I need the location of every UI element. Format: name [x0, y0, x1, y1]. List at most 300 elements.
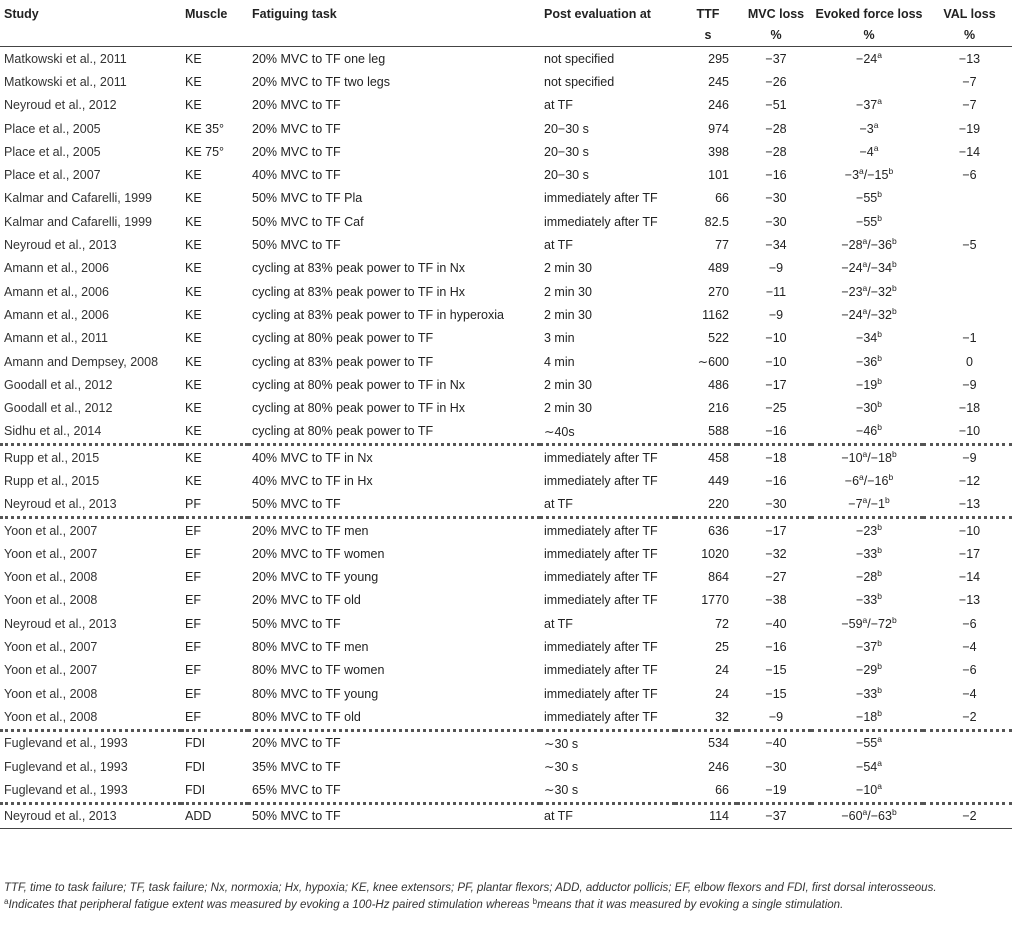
cell-ttf: 1020 [701, 546, 729, 561]
evoked-footnote-mark: b [877, 638, 882, 649]
cell-ttf: 489 [708, 261, 729, 276]
cell-evoked-force-loss [811, 70, 923, 93]
cell-muscle: KE [185, 473, 202, 488]
cell-post-evaluation: immediately after TF [544, 450, 658, 465]
cell-post-evaluation: at TF [540, 803, 675, 828]
evoked-footnote-mark: a [862, 236, 868, 247]
evoked-footnote-mark: b [877, 212, 882, 223]
evoked-footnote-mark: a [873, 142, 879, 153]
cell-study: Neyroud et al., 2013 [0, 493, 181, 518]
table-footnotes [4, 880, 1008, 914]
table-row [0, 493, 1012, 518]
evoked-value: −3 [844, 168, 860, 183]
cell-ttf: 82.5 [704, 214, 729, 229]
cell-post-evaluation: immediately after TF [544, 473, 658, 488]
cell-muscle: FDI [181, 778, 248, 803]
cell-mvc-loss: −30 [765, 214, 787, 229]
evoked-footnote-mark: b [877, 375, 882, 386]
cell-val-loss [923, 778, 1012, 803]
cell-val-loss: −2 [923, 705, 1012, 730]
cell-ttf: 486 [708, 377, 729, 392]
table-row [0, 257, 1012, 280]
cell-evoked-force-loss [811, 327, 923, 350]
cell-muscle: KE [185, 307, 202, 322]
cell-mvc-loss: −16 [765, 640, 787, 655]
cell-evoked-force-loss [811, 350, 923, 373]
cell-muscle: KE [185, 450, 202, 465]
cell-val-loss: −4 [962, 640, 977, 655]
cell-evoked-force-loss [811, 469, 923, 492]
cell-evoked-force-loss [811, 445, 923, 470]
cell-muscle: PF [181, 493, 248, 518]
cell-evoked-force-loss [811, 396, 923, 419]
cell-evoked-force-loss [811, 612, 923, 635]
cell-muscle: EF [185, 616, 201, 631]
cell-ttf: 864 [708, 570, 729, 585]
cell-study: Rupp et al., 2015 [4, 473, 100, 488]
cell-evoked-force-loss [811, 117, 923, 140]
cell-post-evaluation: 2 min 30 [544, 377, 592, 392]
cell-evoked-force-loss [811, 420, 923, 445]
cell-task: 80% MVC to TF women [252, 663, 385, 678]
cell-ttf: 24 [715, 686, 729, 701]
cell-post-evaluation: immediately after TF [544, 546, 658, 561]
table-row [0, 117, 1012, 140]
cell-muscle: KE [185, 51, 202, 66]
header-ttf: TTF [696, 7, 720, 21]
evoked-value: −37 [856, 98, 878, 113]
cell-mvc-loss: −30 [765, 191, 787, 206]
cell-task: cycling at 80% peak power to TF in Hx [252, 401, 466, 416]
cell-mvc-loss: −15 [765, 686, 787, 701]
cell-evoked-force-loss [811, 635, 923, 658]
evoked-value: −46 [856, 424, 878, 439]
table-row [0, 803, 1012, 828]
cell-val-loss [923, 280, 1012, 303]
cell-evoked-force-loss [811, 303, 923, 326]
cell-study: Amann et al., 2006 [4, 284, 109, 299]
cell-post-evaluation: at TF [544, 238, 573, 253]
cell-study: Rupp et al., 2015 [4, 450, 100, 465]
cell-muscle: KE [185, 98, 202, 113]
header-muscle: Muscle [185, 7, 228, 21]
cell-mvc-loss: −15 [765, 663, 787, 678]
cell-mvc-loss: −9 [768, 307, 784, 322]
cell-study: Neyroud et al., 2013 [4, 238, 117, 253]
cell-study: Amann et al., 2011 [4, 331, 109, 346]
evoked-value: −28 [856, 570, 878, 585]
cell-evoked-force-loss [811, 755, 923, 778]
evoked-footnote-mark: b [877, 399, 882, 410]
cell-task: 40% MVC to TF in Nx [252, 450, 373, 465]
evoked-footnote-mark: b [891, 614, 897, 625]
table-row [0, 420, 1012, 445]
cell-task: 20% MVC to TF [252, 736, 341, 751]
cell-study: Neyroud et al., 2013 [4, 616, 117, 631]
cell-ttf: 270 [708, 284, 729, 299]
cell-val-loss: −9 [962, 450, 977, 465]
cell-muscle: KE [185, 214, 202, 229]
evoked-footnote-mark: a [873, 119, 879, 130]
cell-muscle: KE [181, 420, 248, 445]
cell-ttf: 245 [708, 74, 729, 89]
cell-study: Matkowski et al., 2011 [4, 51, 127, 66]
cell-task: cycling at 83% peak power to TF in Hx [252, 284, 466, 299]
header-evoked-unit: % [863, 28, 875, 42]
cell-val-loss: −10 [958, 523, 981, 538]
header-val: VAL loss [943, 7, 996, 21]
evoked-value: /−63 [867, 809, 892, 824]
cell-mvc-loss: −9 [768, 261, 784, 276]
table-row [0, 303, 1012, 326]
cell-muscle: KE 75° [185, 144, 225, 159]
cell-muscle: EF [185, 546, 201, 561]
cell-ttf: 216 [708, 401, 729, 416]
cell-mvc-loss: −16 [765, 168, 787, 183]
cell-ttf: 220 [675, 493, 737, 518]
cell-study: Yoon et al., 2007 [4, 523, 98, 538]
table-row [0, 730, 1012, 755]
cell-mvc-loss: −30 [737, 493, 811, 518]
cell-ttf: 25 [715, 640, 729, 655]
cell-post-evaluation: immediately after TF [544, 214, 658, 229]
cell-val-loss: −2 [923, 803, 1012, 828]
cell-muscle: EF [185, 686, 201, 701]
evoked-footnote-mark: b [877, 521, 882, 532]
cell-post-evaluation: ∼40s [540, 420, 675, 445]
cell-evoked-force-loss [811, 803, 923, 828]
cell-task: 20% MVC to TF [252, 98, 341, 113]
cell-mvc-loss: −37 [765, 51, 787, 66]
evoked-value: /−1 [867, 497, 885, 512]
cell-study: Neyroud et al., 2012 [4, 98, 117, 113]
evoked-value: −3 [859, 121, 874, 136]
table-row [0, 94, 1012, 117]
cell-post-evaluation: 20−30 s [544, 168, 589, 183]
cell-study: Kalmar and Cafarelli, 1999 [4, 214, 152, 229]
evoked-footnote-mark: a [859, 166, 864, 177]
cell-mvc-loss: −26 [765, 74, 787, 89]
evoked-value: /−18 [867, 450, 892, 465]
cell-post-evaluation: immediately after TF [544, 593, 658, 608]
cell-mvc-loss: −16 [737, 420, 811, 445]
table-row [0, 187, 1012, 210]
cell-evoked-force-loss [811, 94, 923, 117]
cell-val-loss [923, 755, 1012, 778]
evoked-value: −6 [844, 473, 860, 488]
cell-task: 40% MVC to TF [252, 168, 341, 183]
evoked-value: /−32 [867, 284, 892, 299]
cell-task: 80% MVC to TF men [252, 640, 369, 655]
evoked-footnote-mark: b [891, 259, 897, 270]
cell-post-evaluation: ∼30 s [544, 760, 579, 775]
cell-study: Kalmar and Cafarelli, 1999 [4, 191, 152, 206]
evoked-value: /−36 [867, 238, 892, 253]
cell-muscle: KE [185, 74, 202, 89]
cell-task: cycling at 80% peak power to TF [248, 420, 540, 445]
cell-ttf: 77 [715, 238, 729, 253]
cell-evoked-force-loss [811, 659, 923, 682]
evoked-footnote-mark: a [859, 471, 864, 482]
cell-evoked-force-loss [811, 493, 923, 518]
cell-val-loss: −17 [958, 546, 981, 561]
table-row [0, 469, 1012, 492]
cell-task: 35% MVC to TF [252, 759, 341, 774]
evoked-footnote-mark: a [877, 96, 882, 107]
cell-study: Amann and Dempsey, 2008 [4, 354, 159, 369]
cell-post-evaluation: 20−30 s [544, 121, 589, 136]
evoked-footnote-mark: a [862, 807, 868, 818]
table-row [0, 589, 1012, 612]
evoked-footnote-mark: b [891, 807, 897, 818]
header-study: Study [4, 7, 39, 21]
cell-task: 40% MVC to TF in Hx [252, 473, 373, 488]
cell-task: 20% MVC to TF [252, 144, 341, 159]
cell-post-evaluation: ∼30 s [540, 778, 675, 803]
cell-val-loss: −1 [962, 331, 977, 346]
cell-muscle: EF [185, 570, 201, 585]
cell-evoked-force-loss [811, 373, 923, 396]
cell-val-loss: −18 [958, 401, 981, 416]
cell-ttf: 1770 [701, 593, 729, 608]
evoked-value: −60 [841, 809, 863, 824]
cell-ttf: 32 [675, 705, 737, 730]
cell-study: Place et al., 2005 [4, 121, 101, 136]
cell-study: Yoon et al., 2008 [4, 686, 98, 701]
cell-muscle: KE [185, 261, 202, 276]
cell-val-loss: −19 [958, 121, 981, 136]
cell-val-loss: −9 [962, 377, 977, 392]
header-ttf-unit: s [704, 28, 712, 42]
table-body [0, 47, 1012, 829]
table-row [0, 163, 1012, 186]
cell-study: Yoon et al., 2008 [0, 705, 181, 730]
superscript-note [4, 897, 1008, 914]
cell-muscle: KE [185, 191, 202, 206]
evoked-value: −55 [856, 214, 878, 229]
evoked-value: /−32 [867, 307, 892, 322]
evoked-footnote-mark: b [877, 422, 882, 433]
cell-muscle: KE [185, 284, 202, 299]
cell-task: cycling at 83% peak power to TF in Nx [252, 261, 466, 276]
cell-task: 20% MVC to TF young [252, 570, 379, 585]
evoked-value: −24 [841, 307, 863, 322]
cell-post-evaluation: at TF [544, 98, 573, 113]
cell-val-loss [923, 303, 1012, 326]
cell-val-loss: −14 [958, 570, 981, 585]
header-post: Post evaluation at [544, 7, 651, 21]
cell-evoked-force-loss [811, 280, 923, 303]
cell-mvc-loss: −10 [765, 354, 787, 369]
evoked-footnote-mark: a [862, 259, 868, 270]
cell-muscle: KE 35° [185, 121, 225, 136]
cell-post-evaluation: immediately after TF [544, 663, 658, 678]
evoked-value: −30 [856, 401, 878, 416]
cell-ttf: 458 [708, 450, 729, 465]
cell-task: 20% MVC to TF one leg [252, 51, 386, 66]
cell-mvc-loss: −40 [765, 736, 787, 751]
cell-muscle: EF [185, 523, 201, 538]
cell-ttf: 24 [715, 663, 729, 678]
cell-task: 50% MVC to TF [248, 803, 540, 828]
cell-mvc-loss: −16 [765, 473, 787, 488]
cell-study: Fuglevand et al., 1993 [4, 736, 128, 751]
evoked-value: −4 [859, 144, 874, 159]
cell-task: 50% MVC to TF [248, 493, 540, 518]
evoked-value: −55 [856, 191, 878, 206]
evoked-footnote-mark: a [877, 757, 882, 768]
cell-task: cycling at 80% peak power to TF [252, 331, 434, 346]
cell-task: 50% MVC to TF [252, 238, 341, 253]
cell-task: 20% MVC to TF old [252, 593, 361, 608]
cell-val-loss [923, 187, 1012, 210]
cell-post-evaluation: at TF [544, 616, 573, 631]
cell-evoked-force-loss [811, 233, 923, 256]
cell-post-evaluation: 3 min [544, 331, 575, 346]
cell-task: cycling at 80% peak power to TF in Nx [252, 377, 466, 392]
cell-evoked-force-loss [811, 140, 923, 163]
cell-val-loss [923, 210, 1012, 233]
cell-val-loss [923, 730, 1012, 755]
cell-evoked-force-loss [811, 257, 923, 280]
table-row [0, 47, 1012, 71]
evoked-value: −19 [856, 377, 878, 392]
header-val-unit: % [963, 28, 976, 42]
table-row [0, 682, 1012, 705]
cell-task: 20% MVC to TF women [252, 546, 385, 561]
evoked-value: /−72 [867, 616, 892, 631]
table-row [0, 778, 1012, 803]
cell-evoked-force-loss [811, 163, 923, 186]
cell-task: 80% MVC to TF old [248, 705, 540, 730]
evoked-footnote-mark: a [877, 780, 882, 791]
table-row [0, 755, 1012, 778]
cell-post-evaluation: 4 min [544, 354, 575, 369]
cell-muscle: KE [185, 168, 202, 183]
cell-ttf: 636 [708, 523, 729, 538]
cell-val-loss: 0 [966, 354, 973, 369]
cell-mvc-loss: −28 [765, 121, 787, 136]
cell-ttf: 534 [708, 736, 729, 751]
cell-mvc-loss: −38 [765, 593, 787, 608]
cell-mvc-loss: −28 [765, 144, 787, 159]
cell-muscle: EF [185, 593, 201, 608]
cell-mvc-loss: −9 [737, 705, 811, 730]
cell-evoked-force-loss [811, 682, 923, 705]
cell-task: 50% MVC to TF Caf [252, 214, 364, 229]
cell-post-evaluation: 20−30 s [544, 144, 589, 159]
cell-ttf: 522 [708, 331, 729, 346]
cell-task: 80% MVC to TF young [252, 686, 379, 701]
evoked-value: −34 [856, 331, 878, 346]
evoked-footnote-mark: b [891, 236, 897, 247]
cell-mvc-loss: −17 [765, 523, 787, 538]
evoked-footnote-mark: b [877, 189, 882, 200]
cell-task: cycling at 83% peak power to TF [252, 354, 434, 369]
table-row [0, 566, 1012, 589]
evoked-footnote-mark: a [877, 734, 882, 745]
cell-ttf: 246 [708, 98, 729, 113]
cell-evoked-force-loss [811, 566, 923, 589]
cell-task: 20% MVC to TF two legs [252, 74, 391, 89]
cell-study: Place et al., 2005 [4, 144, 101, 159]
table-row [0, 517, 1012, 542]
cell-study: Place et al., 2007 [4, 168, 101, 183]
cell-study: Yoon et al., 2007 [4, 546, 98, 561]
evoked-footnote-mark: a [862, 495, 868, 506]
cell-post-evaluation: 2 min 30 [544, 284, 592, 299]
evoked-value: −36 [856, 354, 878, 369]
cell-post-evaluation: immediately after TF [540, 705, 675, 730]
cell-val-loss: −4 [962, 686, 977, 701]
cell-val-loss: −13 [923, 493, 1012, 518]
header-mvc-unit: % [770, 28, 782, 42]
table-row [0, 140, 1012, 163]
cell-study: Sidhu et al., 2014 [0, 420, 181, 445]
cell-study: Yoon et al., 2008 [4, 593, 98, 608]
cell-evoked-force-loss [811, 47, 923, 71]
cell-post-evaluation: immediately after TF [544, 570, 658, 585]
evoked-value: −37 [856, 640, 878, 655]
evoked-footnote-mark: b [877, 568, 882, 579]
note-b-text: means that it was measured by evoking a single stimulation. [537, 899, 844, 911]
cell-evoked-force-loss [811, 542, 923, 565]
cell-study: Goodall et al., 2012 [4, 377, 113, 392]
evoked-value: −33 [856, 593, 878, 608]
header-task: Fatiguing task [252, 7, 337, 21]
cell-post-evaluation: not specified [544, 74, 615, 89]
cell-study: Amann et al., 2006 [4, 261, 109, 276]
cell-study: Fuglevand et al., 1993 [0, 778, 181, 803]
table-row [0, 445, 1012, 470]
cell-task: 65% MVC to TF [248, 778, 540, 803]
evoked-footnote-mark: b [891, 305, 897, 316]
cell-mvc-loss: −19 [737, 778, 811, 803]
evoked-value: −33 [856, 546, 878, 561]
cell-ttf: 449 [708, 473, 729, 488]
evoked-value: −29 [856, 663, 878, 678]
evoked-value: −23 [856, 523, 878, 538]
cell-task: 20% MVC to TF [252, 121, 341, 136]
cell-val-loss: −6 [962, 663, 977, 678]
table-row [0, 327, 1012, 350]
cell-evoked-force-loss [811, 778, 923, 803]
evoked-footnote-mark: a [862, 614, 868, 625]
evoked-footnote-mark: b [885, 495, 890, 506]
cell-evoked-force-loss [811, 705, 923, 730]
cell-post-evaluation: immediately after TF [544, 191, 658, 206]
evoked-footnote-mark: b [877, 329, 882, 340]
evoked-footnote-mark: a [862, 448, 868, 459]
cell-ttf: 1162 [702, 307, 729, 322]
table-row [0, 373, 1012, 396]
table-row [0, 280, 1012, 303]
cell-mvc-loss: −10 [765, 331, 787, 346]
cell-evoked-force-loss [811, 589, 923, 612]
cell-muscle: FDI [185, 736, 206, 751]
cell-muscle: EF [185, 640, 201, 655]
cell-study: Amann et al., 2006 [4, 307, 109, 322]
evoked-value: −33 [856, 686, 878, 701]
cell-ttf: 101 [708, 168, 729, 183]
evoked-footnote-mark: b [891, 282, 897, 293]
evoked-value: −59 [841, 616, 863, 631]
evoked-value: −24 [841, 261, 863, 276]
cell-study: Yoon et al., 2007 [4, 640, 98, 655]
cell-mvc-loss: −37 [737, 803, 811, 828]
abbreviation-note: TTF, time to task failure; TF, task failure; Nx, normoxia; Hx, hypoxia; KE, knee extensors; PF, plantar flexors; ADD, adductor pollicis; EF, elbow flexors and FDI, first dorsal interosseous. [4, 882, 937, 894]
cell-ttf: 588 [675, 420, 737, 445]
